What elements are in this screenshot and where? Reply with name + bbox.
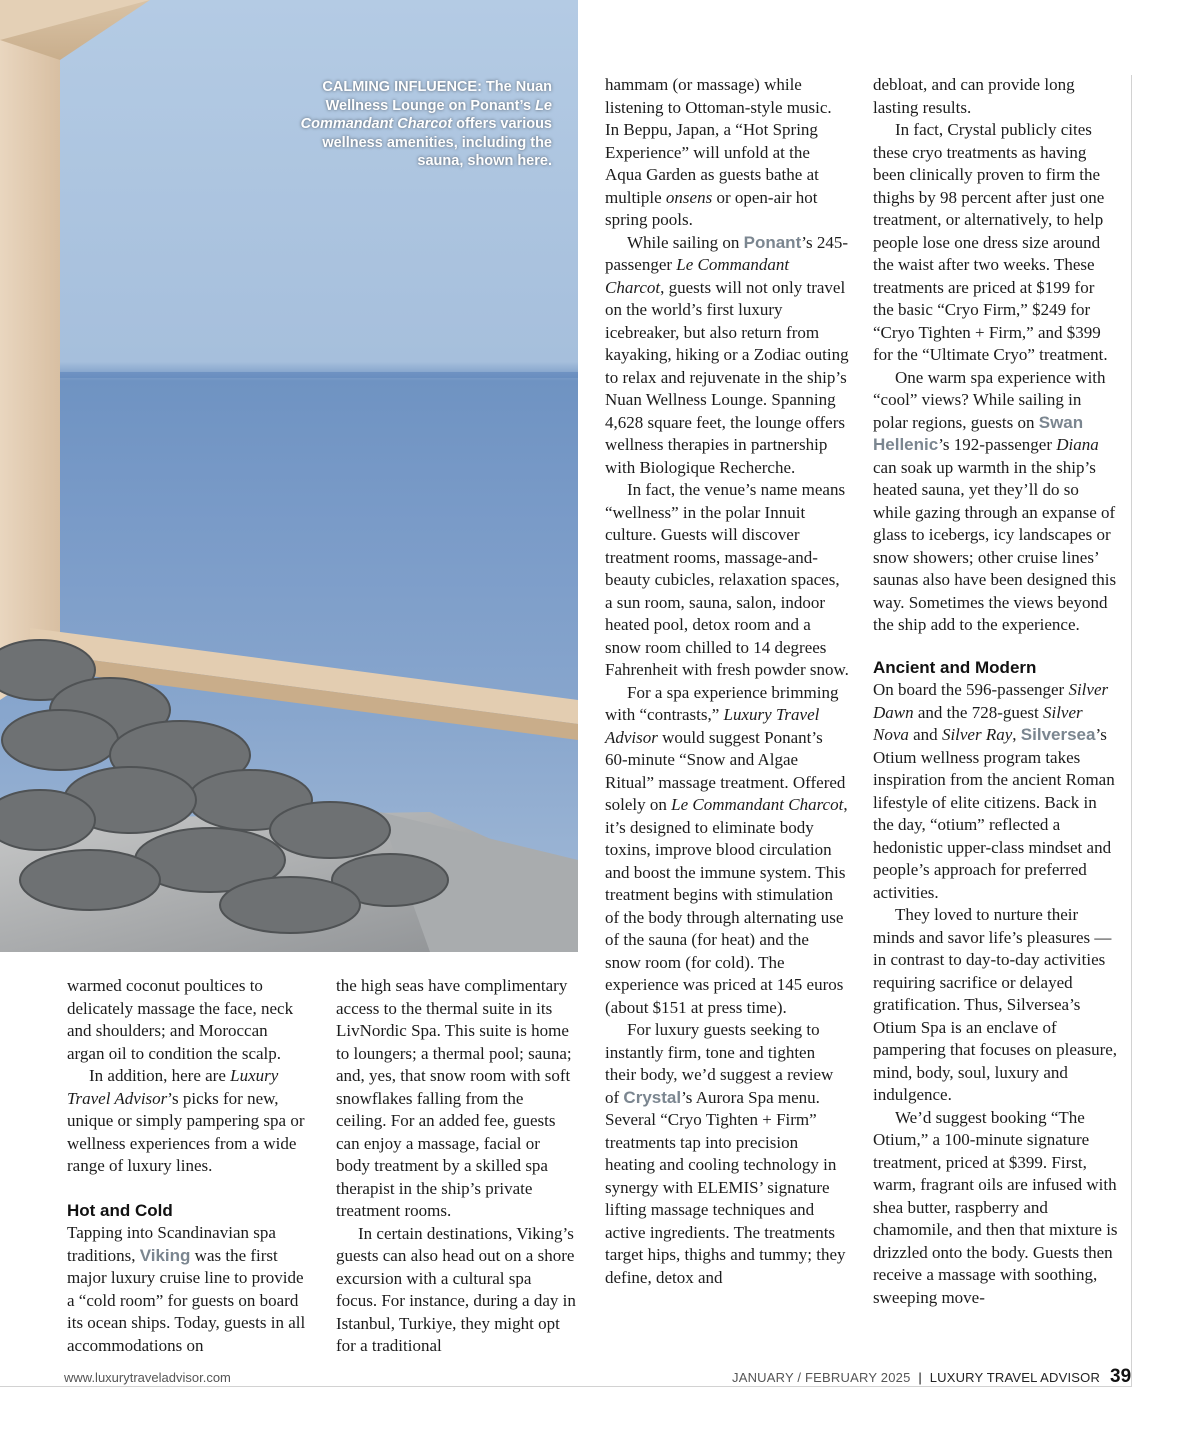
brand-ponant: Ponant [743, 232, 802, 252]
text-run: , it’s designed to eliminate body toxins, improve blood circulation and boost the immune system. This treatment begins with stimulation of the body through alternating use of the sauna (for heat) and the snow room (for cold). The experience was priced at 145 euros (about $151 at press time). [605, 795, 848, 1017]
text-run: For a spa experience brimming with “contrasts,” [605, 682, 839, 724]
footer-issue-line [732, 1370, 1100, 1385]
text-run: hammam (or massage) while listening to Ottoman-style music. In Beppu, Japan, a “Hot Spring Experience” will unfold at the Aqua Garden as guests bathe at multiple [605, 75, 832, 207]
publication-name: Luxury Travel Advisor [67, 1066, 279, 1108]
text-run: and the 728-guest [913, 702, 1043, 722]
footer-issue: JANUARY / FEBRUARY 2025 [732, 1370, 911, 1385]
brand-silversea: Silversea [1020, 725, 1096, 744]
column-4 [873, 74, 1119, 1309]
column-3 [605, 74, 849, 1289]
ship-name: Silver Ray [941, 725, 1013, 744]
paragraph [605, 682, 849, 1020]
paragraph [873, 679, 1119, 904]
page-edge-rule-horizontal [0, 1386, 1132, 1387]
column-2 [336, 975, 576, 1358]
ship-name: Silver Dawn [873, 680, 1109, 722]
paragraph: warmed coconut poultices to delicately massage the face, neck and shoulders; and Moroccan argan oil to condition the scalp. [67, 976, 294, 1063]
caption-label: CALMING INFLUENCE: [322, 79, 482, 95]
brand-viking: Viking [139, 1245, 191, 1265]
text-run: One warm spa experience with “cool” views? While sailing in polar regions, guests on [873, 367, 1106, 432]
paragraph [605, 1019, 849, 1289]
sauna-photo [0, 0, 578, 952]
text-run: ’s 245-passenger [605, 232, 848, 274]
footer-publication: LUXURY TRAVEL ADVISOR [929, 1370, 1101, 1385]
text-run: was the first major luxury cruise line to provide a “cold room” for guests on board its ocean ships. Today, guests in all accommodations on [67, 1245, 306, 1355]
text-run: For luxury guests seeking to instantly firm, tone and tighten their body, we’d suggest a review of [605, 1020, 834, 1107]
paragraph: the high seas have complimentary access to the thermal suite in its LivNordic Spa. This suite is home to loungers; a thermal pool; sauna; and, yes, that snow room with soft snowflakes falling from the ceiling. For an added fee, guests can enjoy a massage, facial or body treatment by a skilled spa therapist in the ship’s private treatment rooms. [336, 976, 572, 1220]
paragraph: In fact, Crystal publicly cites these cryo treatments as having been clinically proven to firm the thighs by 98 percent after just one treatment, or alternatively, to help people lose one dress size around the waist after two weeks. These treatments are priced at $199 for the basic “Cryo Firm,” $249 for “Cryo Tighten + Firm,” and $399 for the “Ultimate Cryo” treatment. [873, 120, 1108, 364]
text-run: or open-air hot spring pools. [605, 187, 818, 229]
text-run: Tapping into Scandinavian spa traditions, [67, 1223, 276, 1265]
ship-name: Diana [1056, 435, 1099, 454]
text-run: , guests will not only travel on the world’s first luxury icebreaker, but also return from kayaking, hiking or a Zodiac outing to relax and rejuvenate in the ship’s Nuan Wellness Lounge. Spanning 4,628 square feet, the lounge offers wellness therapies in partnership with Biologique Recherche. [605, 277, 849, 477]
brand-swan-hellenic: Swan Hellenic [873, 412, 1084, 454]
publication-name: Luxury Travel Advisor [605, 705, 820, 747]
caption-text: The Nuan Wellness Lounge on Ponant’s [325, 79, 552, 114]
text-run: and [908, 725, 942, 744]
section-heading-hot-cold: Hot and Cold [67, 1200, 173, 1220]
italic-term: onsens [665, 187, 713, 207]
text-run: ’s picks for new, unique or simply pampering spa or wellness experiences from a wide range of luxury lines. [67, 1088, 305, 1175]
photo-caption [300, 78, 552, 171]
text-run: would suggest Ponant’s 60-minute “Snow and Algae Ritual” massage treatment. Offered solely on [605, 727, 846, 814]
paragraph: In certain destinations, Viking’s guests can also head out on a shore excursion with a cultural spa focus. For instance, during a day in Istanbul, Turkiye, they might opt for a traditional [336, 1223, 576, 1355]
text-run: In addition, here are [89, 1066, 231, 1085]
text-run: On board the 596-passenger [873, 680, 1069, 699]
ship-name: Le Commandant Charcot [671, 795, 844, 814]
paragraph [605, 232, 849, 480]
text-run: ’s Otium wellness program takes inspiration from the ancient Roman lifestyle of elite citizens. Back in the day, “otium” reflected a hedonistic upper-class mindset and people’s approach for preferred activities. [873, 725, 1115, 902]
text-run: can soak up warmth in the ship’s heated sauna, yet they’ll do so while gazing through an expanse of glass to icebergs, icy landscapes or snow showers; other cruise lines’ saunas also have been designed this way. Sometimes the views beyond the ship add to the experience. [873, 457, 1117, 634]
page-edge-rule-vertical [1131, 75, 1132, 1386]
paragraph [67, 1065, 307, 1178]
text-run: While sailing on [627, 232, 744, 252]
paragraph [605, 74, 849, 232]
paragraph: They loved to nurture their minds and savor life’s pleasures — in contrast to day-to-day activities requiring sacrifice or delayed gratification. Thus, Silversea’s Otium Spa is an enclave of pampering that focuses on pleasure, mind, body, soul, luxury and indulgence. [873, 905, 1118, 1104]
paragraph: We’d suggest booking “The Otium,” a 100-minute signature treatment, priced at $399. First, warm, fragrant oils are infused with shea butter, raspberry and chamomile, and then that mixture is drizzled onto the body. Guests then receive a massage with soothing, sweeping move- [873, 1107, 1118, 1307]
text-run: ’s Aurora Spa menu. Several “Cryo Tighten + Firm” treatments tap into precision heating and cooling technology in synergy with ELEMIS’ signature lifting massage techniques and active ingredients. The treatments target hips, thighs and tummy; they define, detox and [605, 1087, 846, 1287]
caption-ship-name: Le Commandant Charcot [300, 97, 552, 132]
caption-text-end: offers various wellness amenities, including the sauna, shown here. [322, 116, 552, 169]
page-number: 39 [1110, 1366, 1132, 1387]
paragraph: debloat, and can provide long lasting results. [873, 75, 1075, 117]
brand-crystal: Crystal [623, 1087, 682, 1107]
paragraph [67, 1222, 307, 1357]
section-heading-ancient-modern: Ancient and Modern [873, 657, 1037, 677]
text-run: , [1012, 725, 1021, 744]
paragraph [873, 367, 1119, 637]
text-run: ’s 192-passenger [938, 435, 1057, 454]
paragraph: In fact, the venue’s name means “wellness” in the polar Innuit culture. Guests will discover treatment rooms, massage-and-beauty cubicles, relaxation spaces, a sun room, sauna, salon, indoor heated pool, detox room and a snow room chilled to 14 degrees Fahrenheit with fresh powder snow. [605, 480, 849, 679]
ship-name: Le Commandant Charcot [605, 255, 790, 297]
footer-separator: | [918, 1370, 922, 1385]
ship-name: Silver Nova [873, 702, 1083, 744]
column-1 [67, 975, 307, 1357]
footer-url[interactable]: www.luxurytraveladvisor.com [64, 1370, 231, 1385]
